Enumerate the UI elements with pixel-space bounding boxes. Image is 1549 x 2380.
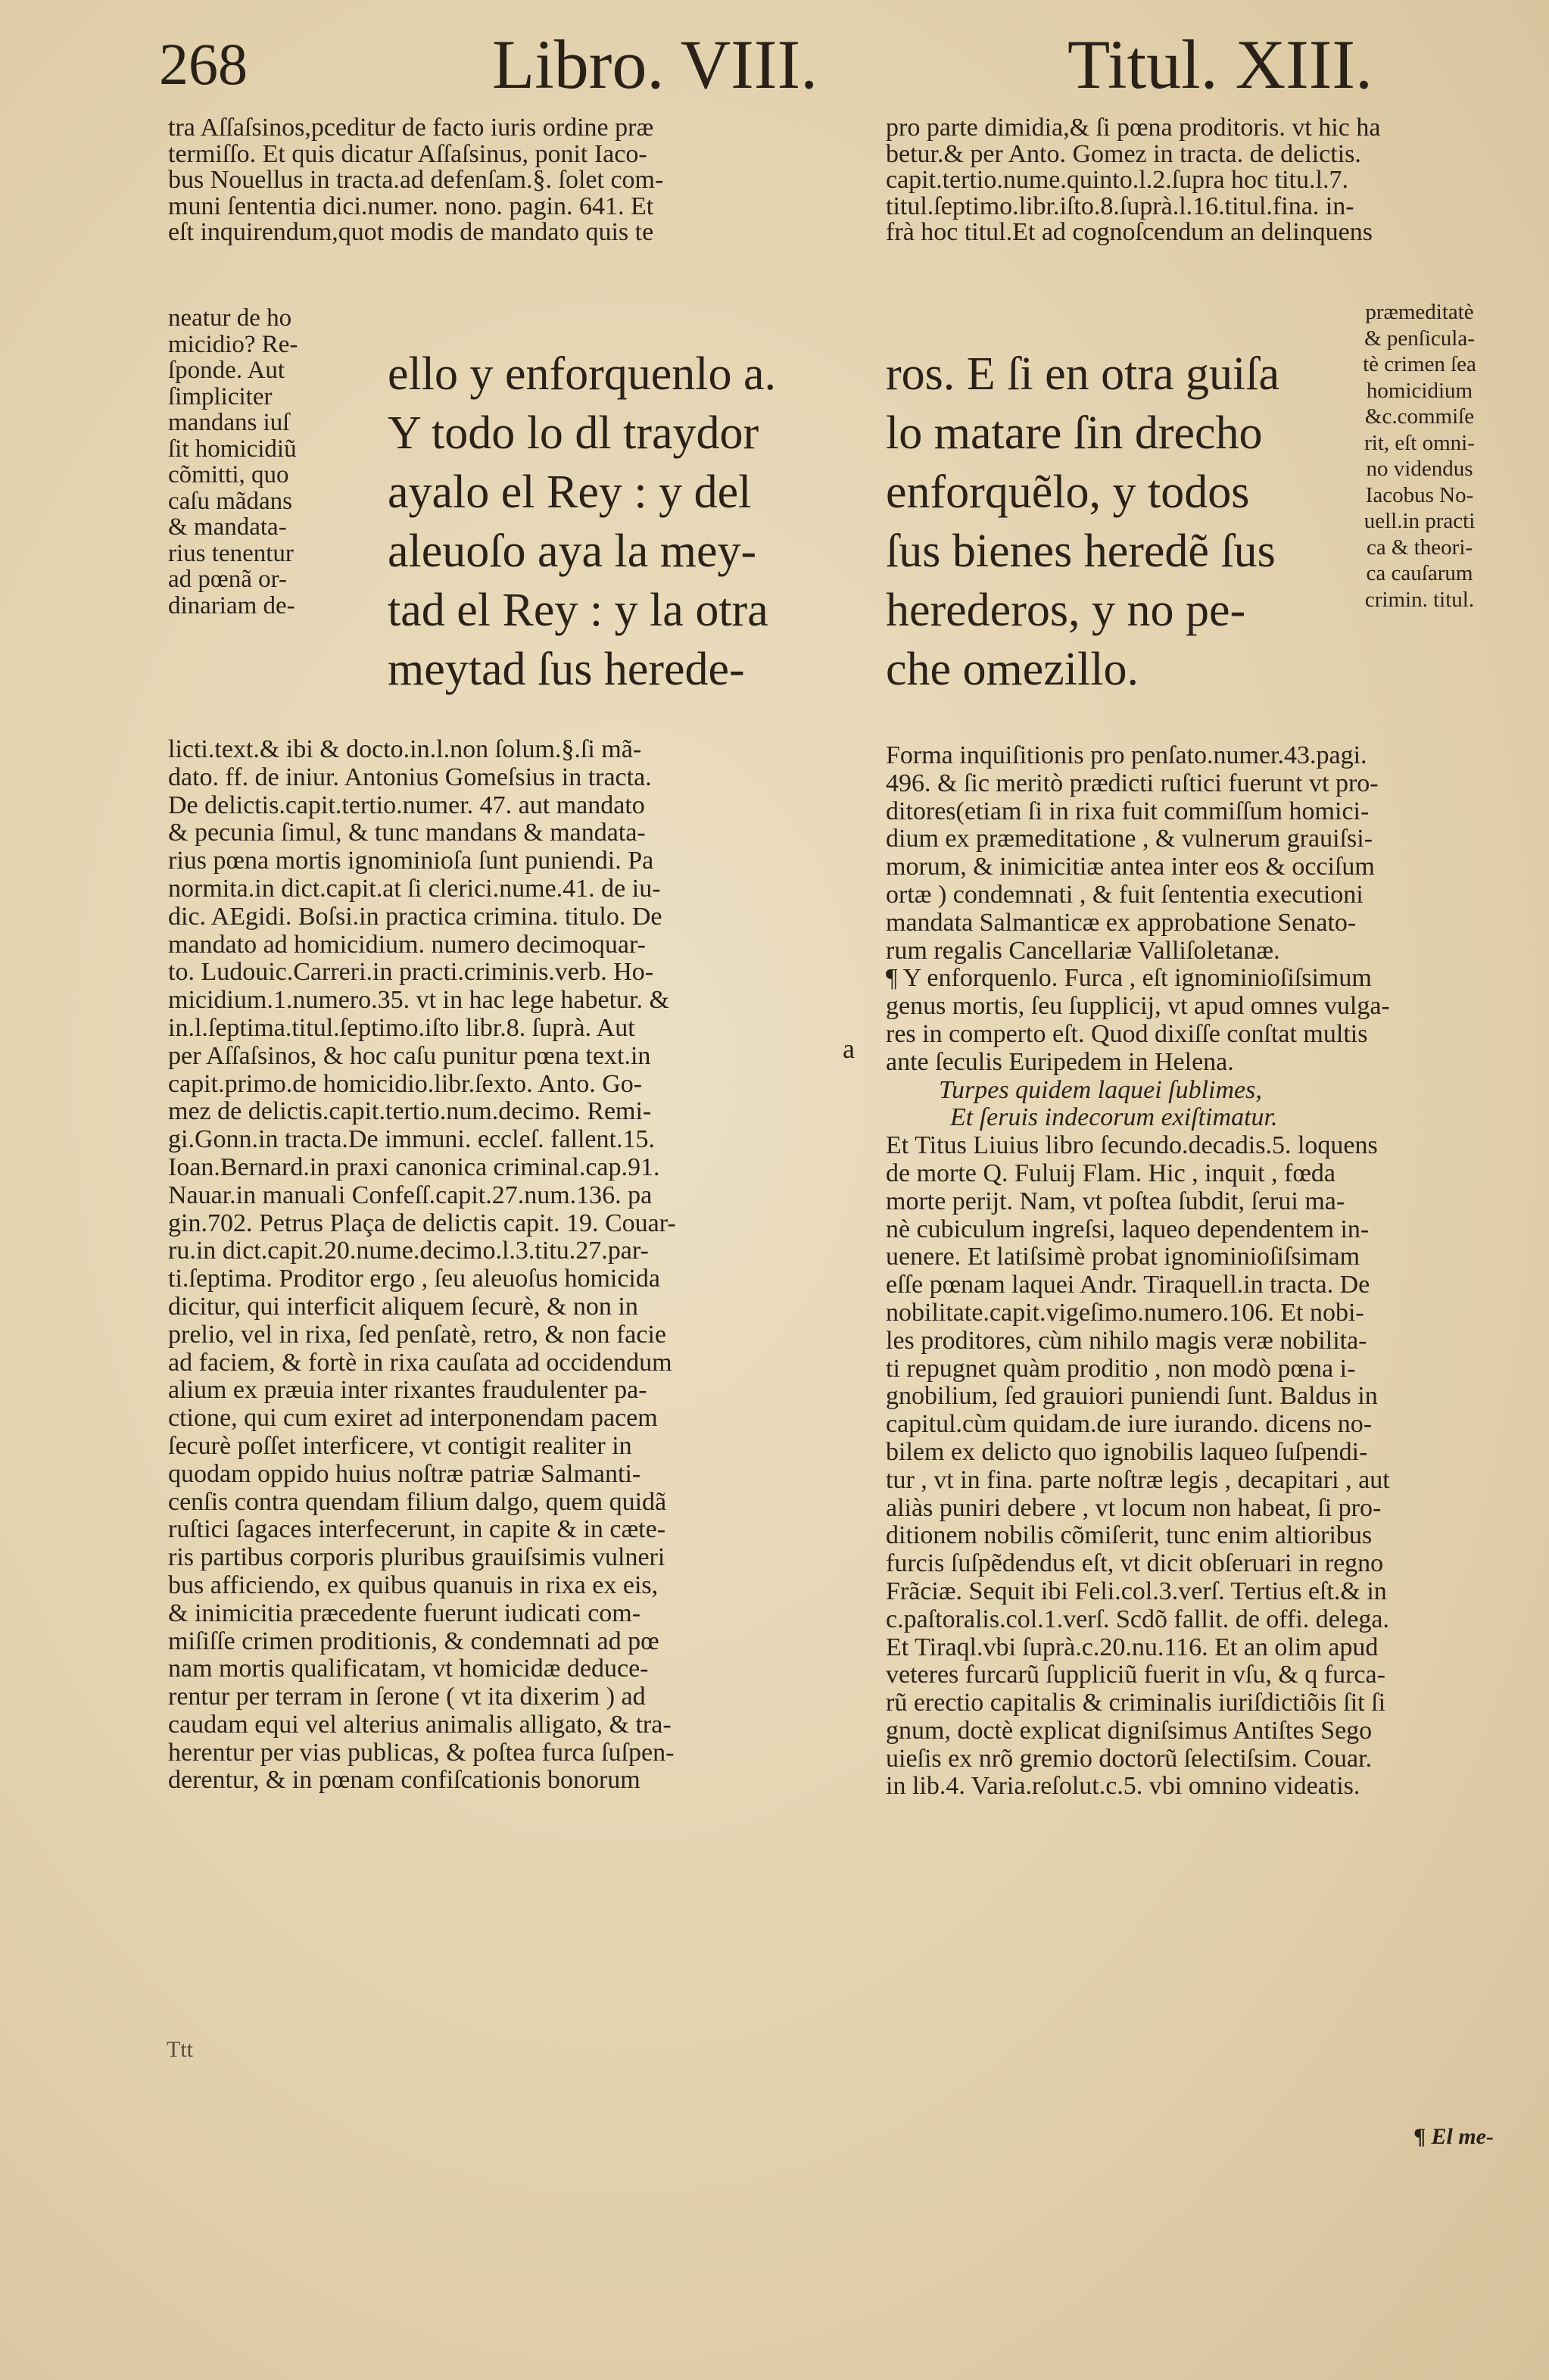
text-line: ris partibus corporis pluribus grauiſsimis vulneri <box>168 1544 665 1572</box>
text-line: uieſis ex nrõ gremio doctorũ ſelectiſsim. Couar. <box>886 1745 1373 1773</box>
text-line: normita.in dict.capit.at ſi clerici.nume.41. de iu- <box>168 875 661 903</box>
catchword: ¶ El me- <box>1414 2124 1494 2149</box>
text-line: in.l.ſeptima.titul.ſeptimo.iſto libr.8. ſuprà. Aut <box>168 1014 635 1042</box>
text-line: ti repugnet quàm proditio , non modò pœna i- <box>886 1355 1356 1383</box>
running-header <box>159 23 1438 106</box>
law-line: tad el Rey : y la otra <box>388 585 768 636</box>
gloss-line: no videndus <box>1366 457 1473 481</box>
text-line: caudam equi vel alterius animalis alligato, & tra- <box>168 1711 672 1739</box>
gloss-line: rit, eſt omni- <box>1364 430 1475 455</box>
text-line: de morte Q. Fuluij Flam. Hic , inquit , fœda <box>886 1159 1336 1187</box>
title-heading: Titul. XIII. <box>1067 26 1373 103</box>
page-number: 268 <box>159 31 248 97</box>
text-line: mandato ad homicidium. numero decimoquar- <box>168 931 646 959</box>
text-line: ctione, qui cum exiret ad interponendam pacem <box>168 1405 658 1433</box>
text-line: & inimicitia præcedente fuerunt iudicati com- <box>168 1599 641 1627</box>
text-line: gi.Gonn.in tracta.De immuni. eccleſ. fallent.15. <box>168 1126 655 1154</box>
law-line: meytad ſus herede- <box>388 644 745 695</box>
text-line: ruſtici ſagaces interfecerunt, in capite & in cæte- <box>168 1516 666 1544</box>
text-line: alium ex præuia inter rixantes fraudulenter pa- <box>168 1377 647 1405</box>
text-line: ante ſeculis Euripedem in Helena. <box>886 1048 1234 1076</box>
text-line: eſt inquirendum,quot modis de mandato quis te <box>168 220 654 246</box>
text-line: frà hoc titul.Et ad cognoſcendum an delinquens <box>886 220 1373 246</box>
gloss-line: ad pœnã or- <box>168 566 287 593</box>
text-line: morum, & inimicitiæ antea inter eos & occiſum <box>886 853 1375 881</box>
text-line: pro parte dimidia,& ſi pœna proditoris. vt hic ha <box>886 115 1381 142</box>
law-line: ros. E ſi en otra guiſa <box>886 348 1279 400</box>
text-line: capit.primo.de homicidio.libr.ſexto. Anto. Go- <box>168 1070 643 1098</box>
text-line: gnum, doctè explicat digniſsimus Antiſtes Sego <box>886 1717 1373 1745</box>
gloss-line: tè crimen ſea <box>1363 352 1476 376</box>
gloss-line: & mandata- <box>168 514 287 541</box>
law-line: herederos, y no pe- <box>886 585 1246 636</box>
text-line: 496. & ſic meritò prædicti ruſtici fuerunt vt pro- <box>886 769 1379 797</box>
text-line: les proditores, cùm nihilo magis veræ nobilita- <box>886 1327 1367 1355</box>
text-line: Et Tiraql.vbi ſuprà.c.20.nu.116. Et an olim apud <box>886 1633 1379 1661</box>
text-line: ¶ Y enforquenlo. Furca , eſt ignominioſiſsimum <box>886 965 1372 993</box>
text-line: to. Ludouic.Carreri.in practi.criminis.verb. Ho- <box>168 959 654 987</box>
text-line: per Aſſaſsinos, & hoc caſu punitur pœna text.in <box>168 1042 651 1070</box>
text-line: nè cubiculum ingreſsi, laqueo dependentem in- <box>886 1215 1370 1243</box>
law-line: ello y enforquenlo a. <box>388 348 777 400</box>
law-line: Y todo lo dl traydor <box>388 407 759 459</box>
right-commentary-top <box>886 115 1507 246</box>
text-line: Forma inquiſitionis pro penſato.numer.43.pagi. <box>886 742 1367 769</box>
gloss-line: & penſicula- <box>1364 326 1475 351</box>
left-commentary-bottom <box>168 736 827 1795</box>
text-line: ditores(etiam ſi in rixa fuit commiſſum homici- <box>886 797 1370 825</box>
text-line: bilem ex delicto quo ignobilis laqueo ſuſpendi- <box>886 1438 1368 1466</box>
text-line: furcis ſuſpẽdendus eſt, vt dicit obſeruari in regno <box>886 1550 1384 1578</box>
text-line: veteres furcarũ ſuppliciũ fuerit in vſu, & q furca- <box>886 1661 1385 1689</box>
text-line: rum regalis Cancellariæ Valliſoletanæ. <box>886 937 1280 965</box>
text-line: betur.& per Anto. Gomez in tracta. de delictis. <box>886 141 1361 168</box>
law-line: ayalo el Rey : y del <box>388 466 752 518</box>
gloss-line: micidio? Re- <box>168 331 298 357</box>
text-line: capit.tertio.nume.quinto.l.2.ſupra hoc titu.l.7. <box>886 167 1348 194</box>
text-line: in lib.4. Varia.reſolut.c.5. vbi omnino videatis. <box>886 1773 1360 1801</box>
gloss-line: &c.commiſe <box>1364 404 1475 429</box>
text-line: prelio, vel in rixa, ſed penſatè, retro, & non facie <box>168 1321 667 1349</box>
text-line: ortæ ) condemnati , & fuit ſententia executioni <box>886 881 1364 909</box>
text-line: bus Nouellus in tracta.ad defenſam.§. ſolet com- <box>168 167 664 194</box>
text-line: termiſſo. Et quis dicatur Aſſaſsinus, ponit Iaco- <box>168 141 647 168</box>
text-line: Et Titus Liuius libro ſecundo.decadis.5. loquens <box>886 1132 1378 1160</box>
text-line: ti.ſeptima. Proditor ergo , ſeu aleuoſus homicida <box>168 1265 660 1293</box>
text-line: eſſe pœnam laquei Andr. Tiraquell.in tracta. De <box>886 1271 1370 1299</box>
law-text-left <box>388 345 827 699</box>
text-line: nobilitate.capit.vigeſimo.numero.106. Et nobi- <box>886 1299 1364 1327</box>
text-line: muni ſententia dici.numer. nono. pagin. 641. Et <box>168 193 654 220</box>
text-line: Ioan.Bernard.in praxi canonica criminal.cap.91. <box>168 1153 660 1181</box>
text-line: titul.ſeptimo.libr.iſto.8.ſuprà.l.16.titul.fina. in- <box>886 193 1354 220</box>
gloss-line: ſit homicidiũ <box>168 435 297 462</box>
gloss-line: uell.in practi <box>1364 509 1476 533</box>
text-line: micidium.1.numero.35. vt in hac lege habetur. & <box>168 987 669 1015</box>
gloss-line: ca & theori- <box>1366 535 1473 560</box>
gloss-line: caſu mãdans <box>168 488 293 514</box>
law-line: ſus bienes heredẽ ſus <box>886 526 1276 577</box>
text-line: dium ex præmeditatione , & vulnerum grauiſsi- <box>886 825 1373 853</box>
text-line: De delictis.capit.tertio.numer. 47. aut mandato <box>168 791 645 819</box>
gloss-line: rius tenentur <box>168 540 294 566</box>
gloss-line: Iacobus No- <box>1365 482 1474 507</box>
text-line: licti.text.& ibi & docto.in.l.non ſolum.§.ſi mã- <box>168 736 642 763</box>
text-line: dato. ff. de iniur. Antonius Gomeſsius in tracta. <box>168 763 652 791</box>
text-line: mez de delictis.capit.tertio.num.decimo. Remi- <box>168 1098 652 1126</box>
gloss-line: ca cauſarum <box>1366 561 1473 585</box>
gloss-line: præmeditatè <box>1365 300 1474 324</box>
text-line: rũ erectio capitalis & criminalis iuriſdictiõis ſit ſi <box>886 1689 1386 1717</box>
text-line: tra Aſſaſsinos,pceditur de facto iuris ordine præ <box>168 115 654 142</box>
text-line: morte perijt. Nam, vt poſtea ſubdit, ſerui ma- <box>886 1187 1345 1215</box>
text-line: rius pœna mortis ignominioſa ſunt puniendi. Pa <box>168 847 654 875</box>
text-line: Frãciæ. Sequit ibi Feli.col.3.verſ. Tertius eſt.& in <box>886 1577 1387 1605</box>
gloss-line: dinariam de- <box>168 592 295 619</box>
law-line: che omezillo. <box>886 644 1139 695</box>
text-line: derentur, & in pœnam confiſcationis bonorum <box>168 1767 640 1795</box>
book-heading: Libro. VIII. <box>492 26 818 103</box>
text-line: res in comperto eſt. Quod dixiſſe conſtat multis <box>886 1020 1368 1048</box>
left-commentary-top <box>168 115 827 246</box>
left-gloss <box>168 305 354 619</box>
text-line: c.paſtoralis.col.1.verſ. Scdõ fallit. de offi. delega. <box>886 1605 1389 1633</box>
gloss-line: mandans iuſ <box>168 410 290 436</box>
text-line: ditionem nobilis cõmiſerit, tunc enim altioribus <box>886 1522 1373 1550</box>
text-line: dicitur, qui interficit aliquem ſecurè, & non in <box>168 1293 638 1321</box>
text-line: rentur per terram in ſerone ( vt ita dixerim ) ad <box>168 1683 646 1711</box>
verse-line: Turpes quidem laquei ſublimes, <box>939 1076 1262 1104</box>
text-line: herentur per vias publicas, & poſtea furca ſuſpen- <box>168 1739 675 1767</box>
text-line: capitul.cùm quidam.de iure iurando. dicens no- <box>886 1411 1373 1439</box>
text-line: ſecurè poſſet interficere, vt contigit realiter in <box>168 1432 632 1460</box>
law-line: lo matare ſin drecho <box>886 407 1263 459</box>
text-line: gnobilium, ſed grauiori puniendi ſunt. Baldus in <box>886 1383 1378 1411</box>
text-line: mandata Salmanticæ ex approbatione Senato- <box>886 909 1357 937</box>
text-line: quodam oppido huius noſtræ patriæ Salmanti- <box>168 1460 641 1488</box>
gloss-line: neatur de ho <box>168 305 292 332</box>
text-line: miſiſſe crimen proditionis, & condemnati ad pœ <box>168 1627 659 1655</box>
law-line: enforquẽlo, y todos <box>886 466 1250 518</box>
margin-note-marker: a <box>843 1034 855 1064</box>
signature-mark: Ttt <box>167 2037 193 2062</box>
text-line: tur , vt in fina. parte noſtræ legis , decapitari , aut <box>886 1466 1390 1494</box>
gloss-line: crimin. titul. <box>1364 587 1475 612</box>
verse-line: Et ſeruis indecorum exiſtimatur. <box>950 1104 1278 1132</box>
text-line: dic. AEgidi. Boſsi.in practica crimina. titulo. De <box>168 903 662 931</box>
text-line: uenere. Et latiſsimè probat ignominioſiſsimam <box>886 1243 1360 1271</box>
text-line: aliàs puniri debere , vt locum non habeat, ſi pro- <box>886 1494 1382 1522</box>
text-line: gin.702. Petrus Plaça de delictis capit. 19. Couar- <box>168 1209 676 1237</box>
right-gloss <box>1340 299 1499 613</box>
gloss-line: cõmitti, quo <box>168 462 289 488</box>
text-line: ru.in dict.capit.20.nume.decimo.l.3.titu.27.par- <box>168 1237 649 1265</box>
text-line: ad faciem, & fortè in rixa cauſata ad occidendum <box>168 1349 672 1377</box>
gloss-line: ſimpliciter <box>168 383 273 410</box>
right-commentary-bottom <box>886 742 1507 1801</box>
law-line: aleuoſo aya la mey- <box>388 526 757 577</box>
text-line: & pecunia ſimul, & tunc mandans & mandata- <box>168 819 646 847</box>
gloss-line: ſponde. Aut <box>168 357 285 384</box>
text-line: genus mortis, ſeu ſupplicij, vt apud omnes vulga- <box>886 993 1390 1021</box>
law-text-right <box>886 345 1332 699</box>
text-line: nam mortis qualificatam, vt homicidæ deduce- <box>168 1655 649 1683</box>
text-line: Nauar.in manuali Confeſſ.capit.27.num.136. pa <box>168 1181 653 1209</box>
gloss-line: homicidium <box>1366 378 1473 403</box>
text-line: cenſis contra quendam filium dalgo, quem quidã <box>168 1488 667 1516</box>
text-line: bus afficiendo, ex quibus quanuis in rixa ex eis, <box>168 1571 659 1599</box>
